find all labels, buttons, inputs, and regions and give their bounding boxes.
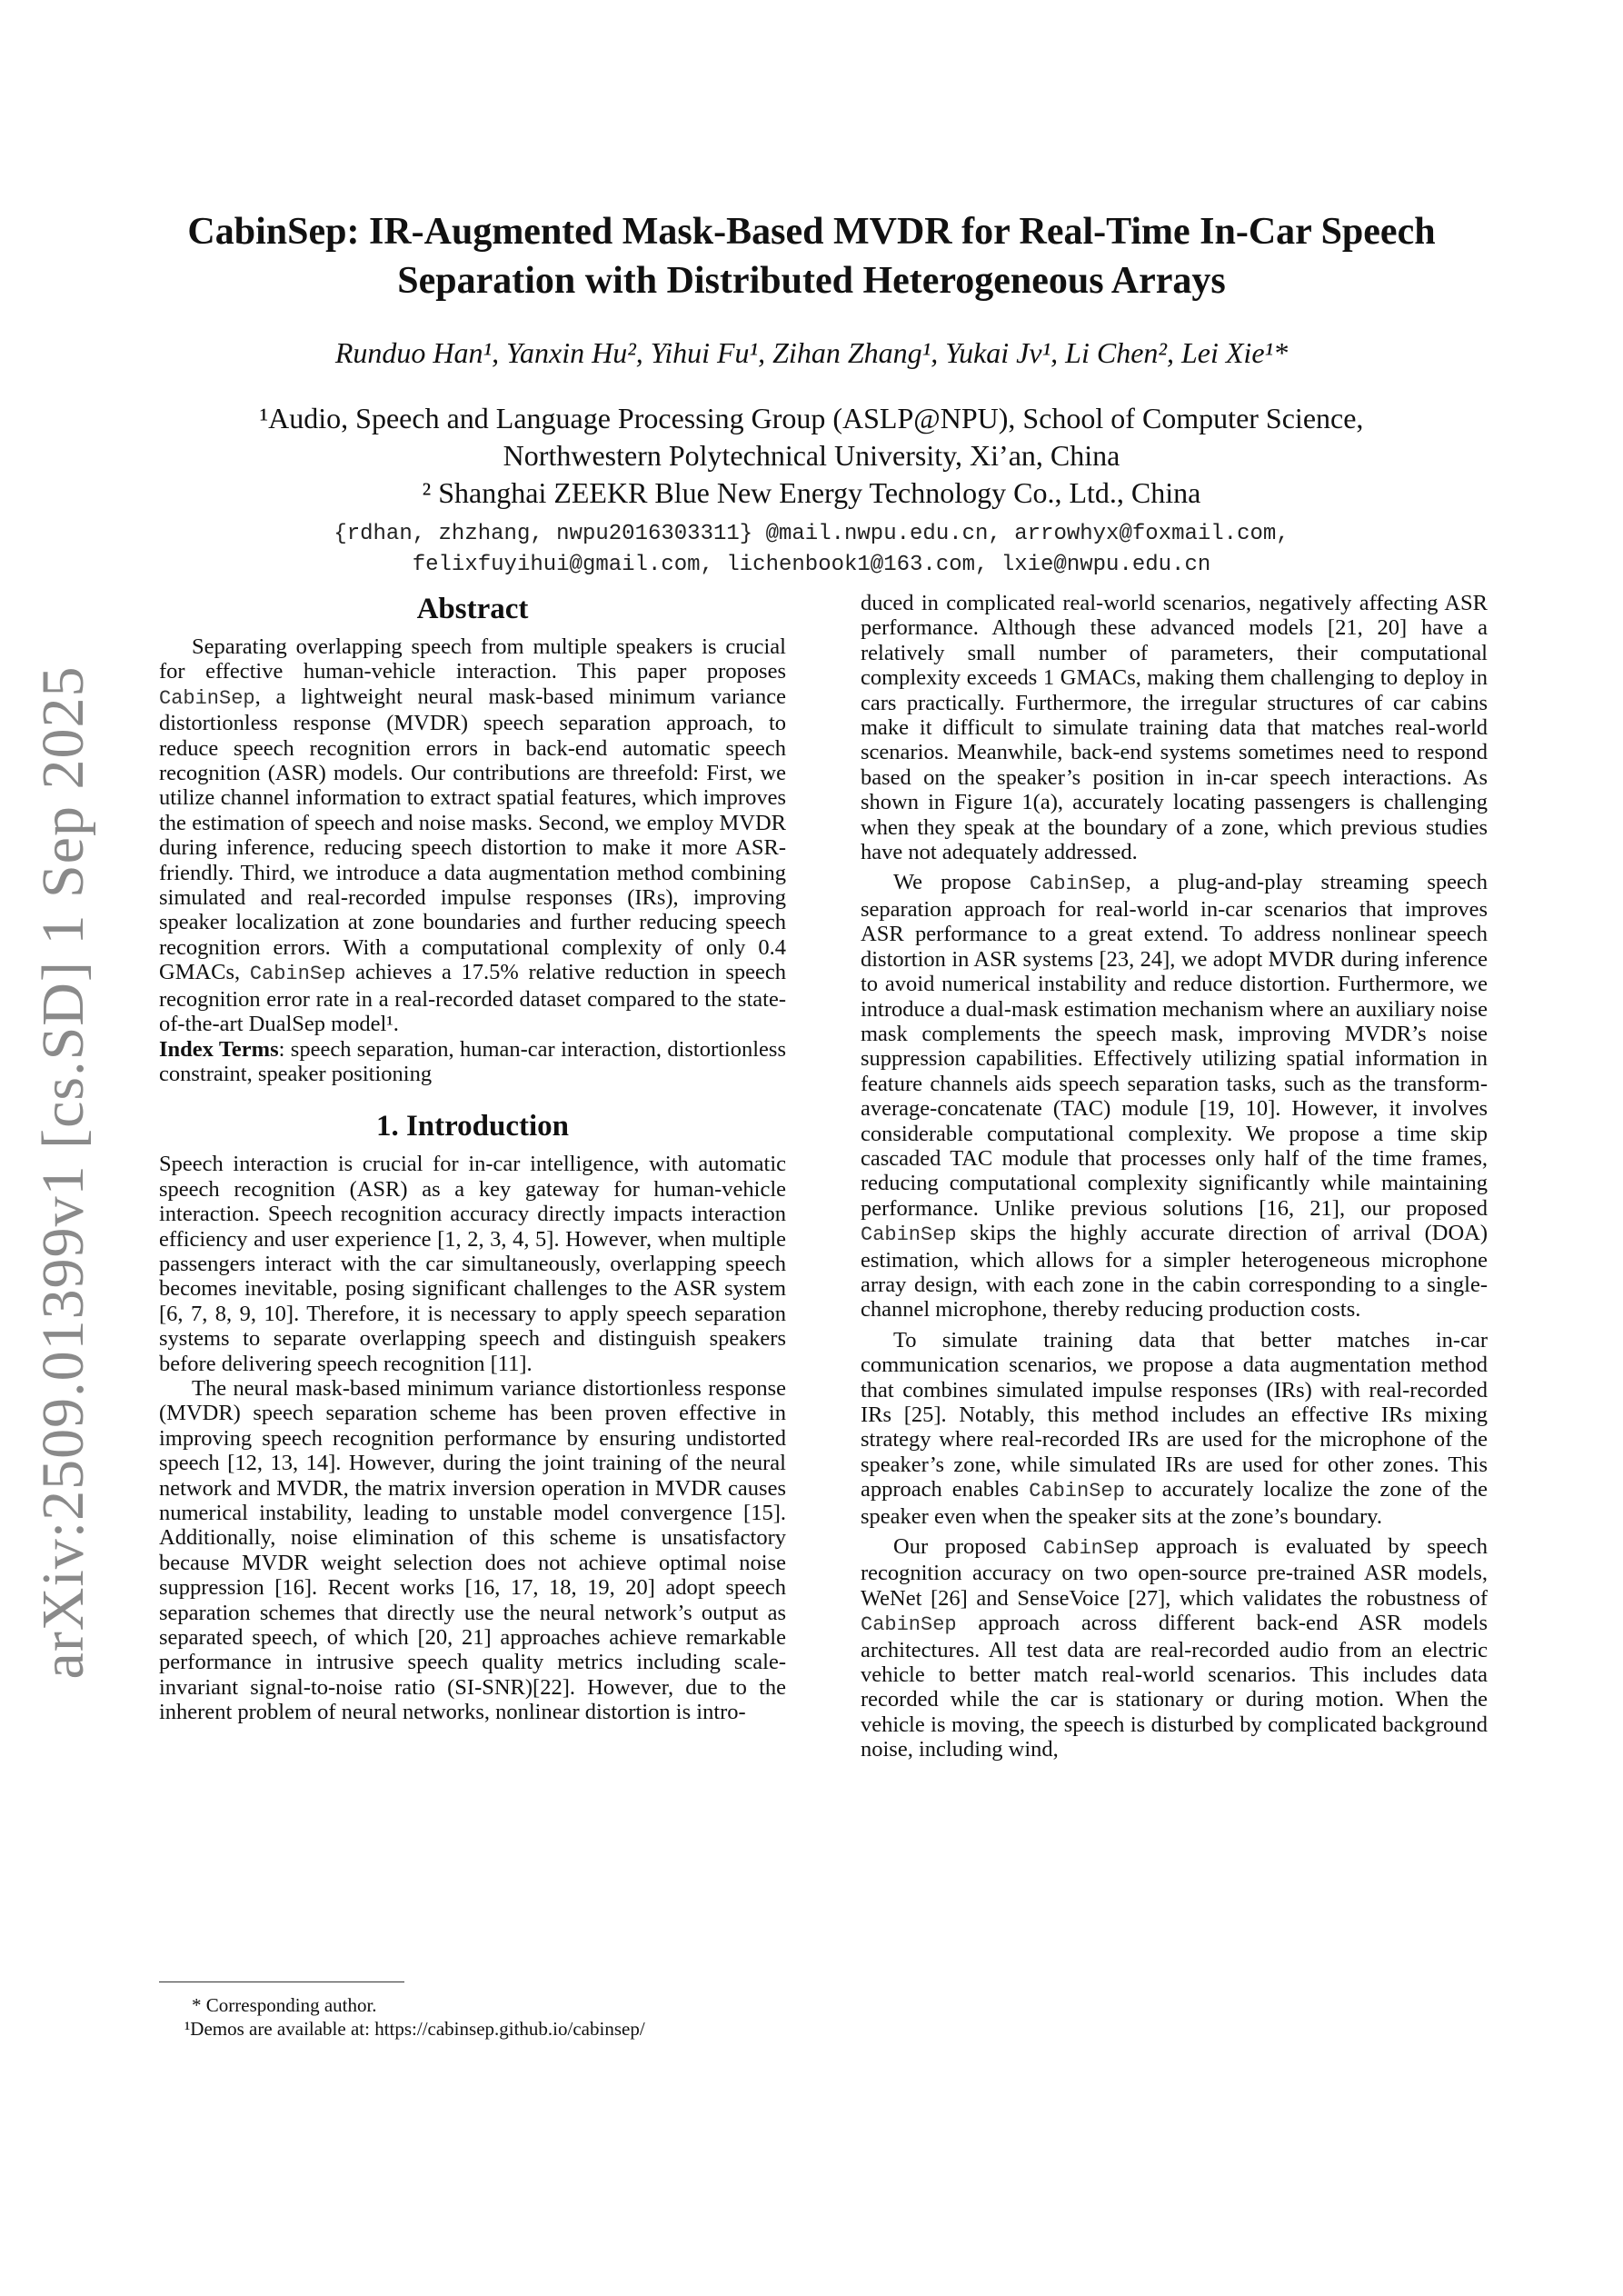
author-list: Runduo Han¹, Yanxin Hu², Yihui Fu¹, Zihan Zhang¹, Yukai Jv¹, Li Chen², Lei Xie¹* [334, 336, 1289, 369]
email-list [0, 519, 1623, 581]
intro-heading: 1. Introduction [375, 1110, 570, 1143]
abstract-text: Separating overlapping speech from multiple speakers is crucial for effective human-vehicle interaction. This paper proposes CabinSep, a lightweight neural mask-based minimum variance distortionless response (MVDR) speech separation approach, to reduce speech recognition errors in back-end automatic speech recognition (ASR) models. Our contributions are threefold: First, we utilize channel information to extract spatial features, which improves the estimation of speech and noise masks. Second, we employ MVDR during inference, reducing speech distortion to make it more ASR-friendly. Third, we introduce a data augmentation method combining simulated and real-recorded impulse responses (IRs), improving speaker localization at zone boundaries and further reducing speech recognition errors. With a computational complexity of only 0.4 GMACs, CabinSep achieves a 17.5% relative reduction in speech recognition error rate in a real-recorded dataset compared to the state-of-the-art DualSep model¹. [159, 634, 787, 1037]
email-line-1: {rdhan, zhzhang, nwpu2016303311} @mail.nwpu.edu.cn, arrowhyx@foxmail.com, [334, 522, 1289, 546]
footnote-corresponding: * Corresponding author. [192, 1994, 377, 2016]
title-line-2: Separation with Distributed Heterogeneous Arrays [397, 260, 1226, 302]
footnote-demo-link: ¹Demos are available at: https://cabinsep.github.io/cabinsep/ [184, 2018, 645, 2040]
right-column [861, 591, 1488, 1762]
arxiv-sidebar [27, 665, 100, 1680]
paper-title [0, 207, 1623, 305]
title-line-1: CabinSep: IR-Augmented Mask-Based MVDR for Real-Time In-Car Speech [187, 211, 1436, 253]
right-paragraph-4: Our proposed CabinSep approach is evaluated by speech recognition accuracy on two open-source pre-trained ASR models, WeNet [26] and SenseVoice [27], which validates the robustness of CabinSep approach across different back-end ASR models architectures. All test data are real-recorded audio from an electric vehicle to better match real-world scenarios. This includes data recorded while the car is stationary or during motion. When the vehicle is moving, the speech is disturbed by complicated background noise, including wind, [861, 1534, 1488, 1762]
method-name: CabinSep [1029, 873, 1126, 896]
affiliation-1-cont: Northwestern Polytechnical University, Xi’an, China [503, 439, 1120, 472]
method-name: CabinSep [861, 1223, 957, 1247]
method-name: CabinSep [1029, 1480, 1125, 1503]
method-name: CabinSep [861, 1613, 957, 1637]
right-paragraph-1: duced in complicated real-world scenarios, negatively affecting ASR performance. Although these advanced models [21, 20] have a relatively small number of parameters, their computational complexity exceeds 1 GMACs, making them challenging to deploy in cars practically. Furthermore, the irregular structures of car cabins make it difficult to simulate training data that matches real-world scenarios. Meanwhile, back-end systems sometimes need to respond based on the speaker’s position in in-car speech interactions. As shown in Figure 1(a), accurately locating passengers is challenging when they speak at the boundary of a zone, which previous studies have not adequately addressed. [861, 591, 1488, 865]
affiliation-1: ¹Audio, Speech and Language Processing Group (ASLP@NPU), School of Computer Science, [259, 402, 1364, 434]
abstract-heading: Abstract [416, 593, 529, 625]
left-column [159, 591, 786, 1725]
arxiv-identifier: arXiv:2509.01399v1 [cs.SD] 1 Sep 2025 [30, 665, 96, 1680]
intro-paragraph-2: The neural mask-based minimum variance distortionless response (MVDR) speech separation scheme has been proven effective in improving speech recognition performance by ensuring undistorted speech [12, 13, 14]. However, during the joint training of the neural network and MVDR, the matrix inversion operation in MVDR causes numerical instability, leading to unstable model convergence [15]. Additionally, noise elimination of this scheme is unsatisfactory because MVDR weight selection does not achieve optimal noise suppression [16]. Recent works [16, 17, 18, 19, 20] adopt speech separation schemes that directly use the neural network’s output as separated speech, of which [20, 21] approaches achieve remarkable performance in intrusive speech quality metrics including scale-invariant signal-to-noise ratio (SI-SNR)[22]. However, due to the inherent problem of neural networks, nonlinear distortion is intro- [159, 1375, 786, 1725]
affiliation-2: ² Shanghai ZEEKR Blue New Energy Technology Co., Ltd., China [422, 476, 1201, 509]
right-paragraph-3: To simulate training data that better matches in-car communication scenarios, we propose a data augmentation method that combines simulated impulse responses (IRs) with real-recorded IRs [25]. Notably, this method includes an effective IRs mixing strategy where real-recorded IRs are used for the microphone of the speaker’s zone, while simulated IRs are used for other zones. This approach enables CabinSep to accurately localize the zone of the speaker even when the speaker sits at the zone’s boundary. [861, 1327, 1488, 1529]
index-terms: Index Terms: speech separation, human-car interaction, distortionless constraint, speaker positioning [159, 1036, 786, 1086]
footnotes [159, 1982, 786, 2041]
affiliations [0, 400, 1623, 512]
intro-paragraph-1: Speech interaction is crucial for in-car intelligence, with automatic speech recognition (ASR) as a key gateway for human-vehicle interaction. Speech recognition accuracy directly impacts interaction efficiency and user experience [1, 2, 3, 4, 5]. However, when multiple passengers interact with the car simultaneously, overlapping speech becomes inevitable, posing significant challenges to the ASR system [6, 7, 8, 9, 10]. Therefore, it is necessary to apply speech separation systems to separate overlapping speech and distinguish speakers before delivering speech recognition [11]. [159, 1152, 786, 1376]
method-name: CabinSep [249, 963, 346, 986]
method-name: CabinSep [159, 686, 255, 710]
right-paragraph-2: We propose CabinSep, a plug-and-play streaming speech separation approach for real-world in-car scenarios that improves ASR performance to a great extend. To address nonlinear speech distortion in ASR systems [23, 24], we adopt MVDR during inference to avoid numerical instability and reduce distortion. Furthermore, we introduce a dual-mask estimation mechanism where an auxiliary noise mask complements the speech mask, improving MVDR’s noise suppression capabilities. Effectively utilizing spatial information in feature channels aids speech separation tasks, such as the transform-average-concatenate (TAC) module [19, 10]. However, it involves considerable computational complexity. We propose a time skip cascaded TAC module that processes only half of the time frames, reducing computational complexity significantly while maintaining performance. Unlike previous solutions [16, 21], our proposed CabinSep skips the highly accurate direction of arrival (DOA) estimation, which allows for a simpler heterogeneous microphone array design, with each zone in the cabin corresponding to a single-channel microphone, thereby reducing production costs. [861, 870, 1489, 1323]
method-name: CabinSep [1042, 1537, 1140, 1561]
email-line-2: felixfuyihui@gmail.com, lichenbook1@163.com, lxie@nwpu.edu.cn [412, 553, 1211, 577]
